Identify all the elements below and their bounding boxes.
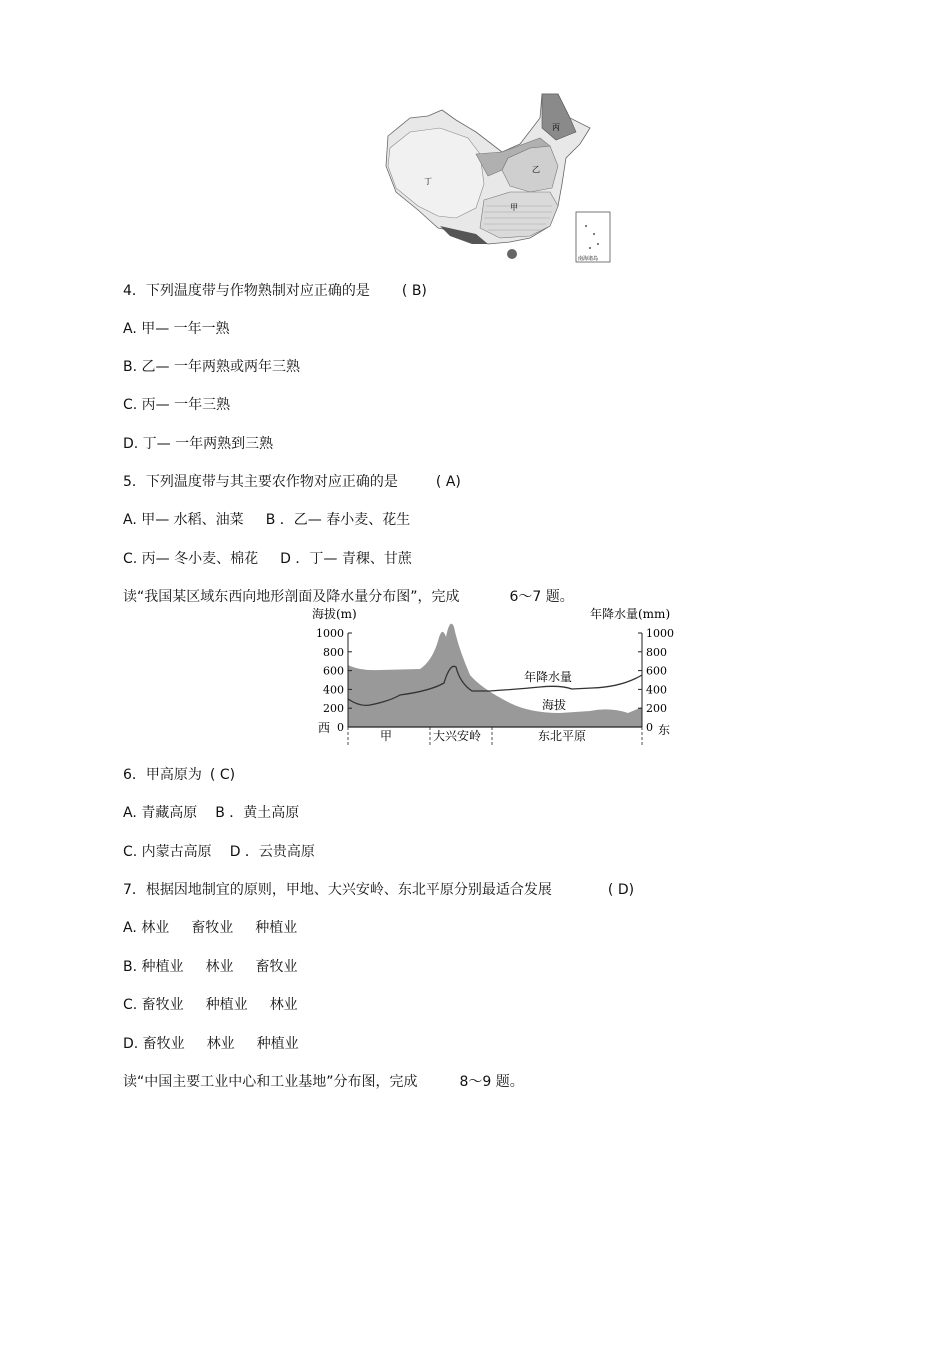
south-sea-inset [576,212,610,262]
question-6-stem: 6．甲高原为 ( C) [123,767,236,783]
left-tick-label: 0 [337,721,344,734]
curve-label-precip: 年降水量 [524,670,573,684]
right-tick-label: 0 [646,721,653,734]
east-label: 东 [658,723,671,737]
question-7-stem: 7．根据因地制宜的原则，甲地、大兴安岭、东北平原分别最适合发展 ( D) [123,882,635,898]
terrain-precipitation-profile [310,603,690,748]
map-label-jia: 甲 [510,203,518,212]
q7-option-b: B. 种植业 林业 畜牧业 [123,959,298,975]
q4-option-c: C. 丙— 一年三熟 [123,397,231,413]
left-tick-label: 200 [323,702,344,716]
left-tick-label: 1000 [316,627,344,640]
right-tick-label: 200 [646,702,667,716]
right-tick-label: 800 [646,645,667,659]
zone-jia [480,192,558,238]
intro-6-7: 读“我国某区域东西向地形剖面及降水量分布图”，完成 6～7 题。 [123,589,574,605]
region-daxinganling: 大兴安岭 [433,729,482,743]
question-4-stem: 4．下列温度带与作物熟制对应正确的是 ( B) [123,283,427,299]
right-tick-label: 600 [646,664,667,678]
region-dongbei-plain: 东北平原 [538,729,587,743]
hainan-island [507,249,517,259]
map-label-ding: 丁 [424,177,432,186]
q4-option-a: A. 甲— 一年一熟 [123,321,230,337]
q7-option-c: C. 畜牧业 种植业 林业 [123,997,298,1013]
map-label-yi: 乙 [532,165,540,174]
q5-options-cd: C. 丙— 冬小麦、棉花 D ．丁— 青稞、甘蔗 [123,551,412,567]
curve-label-elev: 海拔 [542,698,567,712]
q7-option-d: D. 畜牧业 林业 种植业 [123,1036,299,1052]
q4-option-b: B. 乙— 一年两熟或两年三熟 [123,359,300,375]
left-tick-label: 600 [323,664,344,678]
west-label: 西 [318,721,331,735]
left-axis-title: 海拔(m) [312,607,357,621]
zone-ding-plateau [388,128,484,218]
q7-option-a: A. 林业 畜牧业 种植业 [123,920,298,936]
q6-options-cd: C. 内蒙古高原 D ．云贵高原 [123,844,315,860]
left-tick-label: 400 [323,683,344,697]
inset-label: 南海诸岛 [578,256,599,262]
q6-options-ab: A. 青藏高原 B ．黄土高原 [123,805,300,821]
q5-options-ab: A. 甲— 水稻、油菜 B ．乙— 春小麦、花生 [123,512,411,528]
region-jia: 甲 [380,729,393,743]
right-tick-label: 400 [646,683,667,697]
right-axis-title: 年降水量(mm) [590,607,671,621]
map-label-bing: 丙 [552,123,560,132]
left-tick-label: 800 [323,645,344,659]
china-temperature-zone-map [380,88,612,264]
question-5-stem: 5．下列温度带与其主要农作物对应正确的是 ( A) [123,474,461,490]
elevation-area [348,624,642,727]
right-tick-label: 1000 [646,627,674,640]
q4-option-d: D. 丁— 一年两熟到三熟 [123,436,274,452]
intro-8-9: 读“中国主要工业中心和工业基地”分布图，完成 8～9 题。 [123,1074,524,1090]
